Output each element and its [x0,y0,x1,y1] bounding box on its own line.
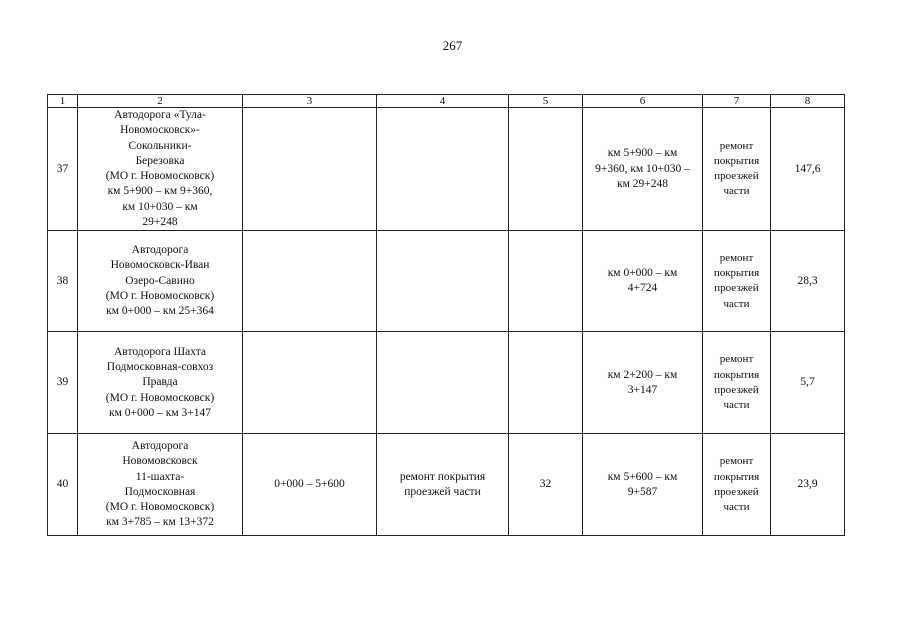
col5-cell [509,231,583,332]
section-cell: км 0+000 – км 4+724 [583,231,703,332]
table-row [48,231,845,332]
col5-cell [509,108,583,231]
row-number-cell: 39 [48,332,78,434]
col4-cell [377,332,509,434]
col5-cell: 32 [509,434,583,536]
value-cell: 147,6 [771,108,845,231]
work-type-cell: ремонт покрытия проезжей части [703,231,771,332]
col3-cell [243,108,377,231]
col4-cell: ремонт покрытия проезжей части [377,434,509,536]
row-number-cell: 38 [48,231,78,332]
road-repair-table [47,94,845,536]
column-header: 5 [509,95,583,108]
col4-cell [377,231,509,332]
column-header: 1 [48,95,78,108]
road-name-cell: Автодорога Шахта Подмосковная-совхоз Правда (МО г. Новомосковск) км 0+000 – км 3+147 [78,332,243,434]
table-row [48,332,845,434]
column-header: 3 [243,95,377,108]
row-number-cell: 37 [48,108,78,231]
value-cell: 28,3 [771,231,845,332]
road-name-cell: Автодорога «Тула- Новомосковск»- Сокольники- Березовка (МО г. Новомосковск) км 5+900 – км 9+360, км 10+030 – км 29+248 [78,108,243,231]
work-type-cell: ремонт покрытия проезжей части [703,332,771,434]
table-row [48,108,845,231]
section-cell: км 5+900 – км 9+360, км 10+030 – км 29+248 [583,108,703,231]
row-number-cell: 40 [48,434,78,536]
section-cell: км 2+200 – км 3+147 [583,332,703,434]
col5-cell [509,332,583,434]
road-name-cell: Автодорога Новомовсковск 11-шахта- Подмосковная (МО г. Новомосковск) км 3+785 – км 13+372 [78,434,243,536]
table-row [48,434,845,536]
work-type-cell: ремонт покрытия проезжей части [703,434,771,536]
section-cell: км 5+600 – км 9+587 [583,434,703,536]
column-header: 2 [78,95,243,108]
column-header: 4 [377,95,509,108]
col4-cell [377,108,509,231]
col3-cell [243,332,377,434]
table-header-row [48,95,845,108]
column-header: 7 [703,95,771,108]
value-cell: 23,9 [771,434,845,536]
column-header: 6 [583,95,703,108]
col3-cell: 0+000 – 5+600 [243,434,377,536]
work-type-cell: ремонт покрытия проезжей части [703,108,771,231]
column-header: 8 [771,95,845,108]
road-name-cell: Автодорога Новомосковск-Иван Озеро-Савино (МО г. Новомосковск) км 0+000 – км 25+364 [78,231,243,332]
col3-cell [243,231,377,332]
page-number: 267 [442,38,463,53]
value-cell: 5,7 [771,332,845,434]
